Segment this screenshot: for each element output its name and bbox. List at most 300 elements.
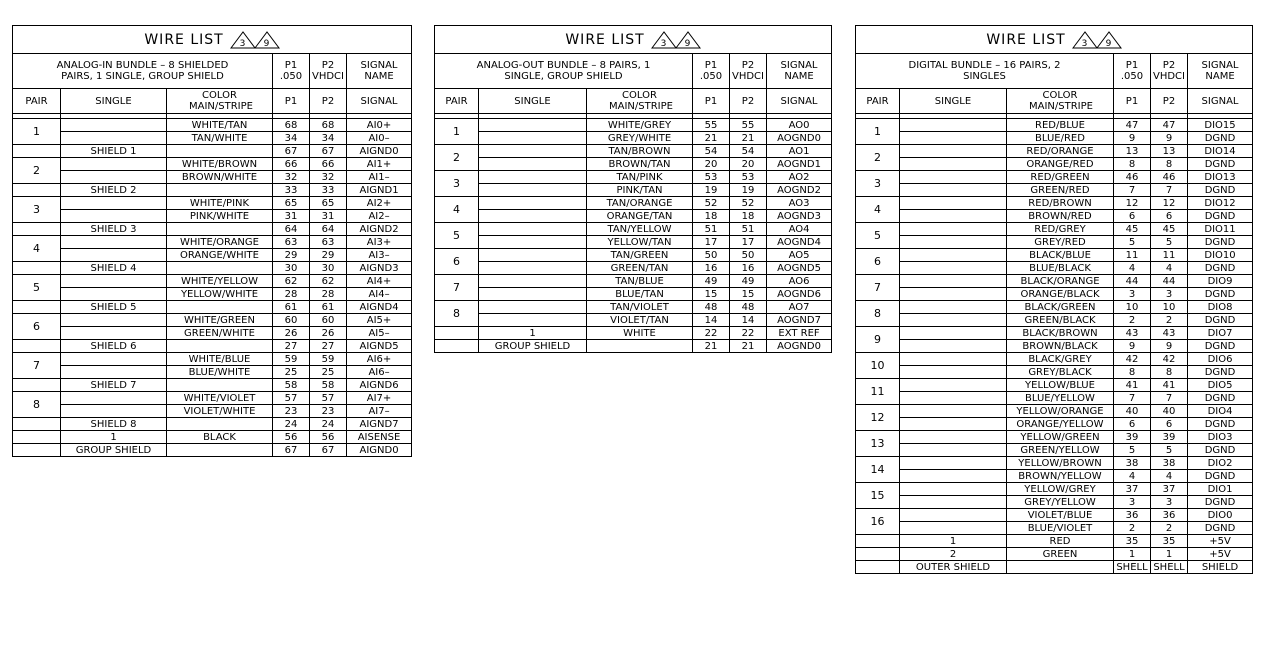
cell-signal: AOGND5 xyxy=(767,262,832,275)
cell-color: TAN/PINK xyxy=(587,171,693,184)
cell-color: RED xyxy=(1007,535,1114,548)
wire-row xyxy=(856,561,1253,574)
wire-row xyxy=(856,340,1253,353)
cell-p1: 18 xyxy=(693,210,730,223)
wire-row xyxy=(435,184,832,197)
cell-p1: SHELL xyxy=(1114,561,1151,574)
wire-list-analog-in xyxy=(12,25,412,457)
cell-color: BLUE/WHITE xyxy=(167,366,273,379)
wire-list-analog-out xyxy=(434,25,832,353)
cell-p2: 4 xyxy=(1151,470,1188,483)
wire-row xyxy=(856,379,1253,392)
cell-signal: DGND xyxy=(1188,444,1253,457)
wire-row xyxy=(856,548,1253,561)
cell-single xyxy=(61,405,167,418)
cell-p2: 38 xyxy=(1151,457,1188,470)
cell-p1: 45 xyxy=(1114,223,1151,236)
cell-color: TAN/BLUE xyxy=(587,275,693,288)
cell-single xyxy=(61,392,167,405)
cell-signal: DGND xyxy=(1188,210,1253,223)
cell-p1: 63 xyxy=(273,236,310,249)
cell-p2: 12 xyxy=(1151,197,1188,210)
pair-number: 8 xyxy=(856,301,900,327)
pair-number xyxy=(13,379,61,392)
cell-signal: DGND xyxy=(1188,470,1253,483)
cell-p2: 45 xyxy=(1151,223,1188,236)
cell-single xyxy=(900,327,1007,340)
signal-name-header: SIGNAL NAME xyxy=(767,54,832,89)
cell-signal: AO7 xyxy=(767,301,832,314)
cell-p1: 8 xyxy=(1114,366,1151,379)
pair-number: 4 xyxy=(13,236,61,262)
cell-signal: DIO7 xyxy=(1188,327,1253,340)
cell-signal: DIO14 xyxy=(1188,145,1253,158)
cell-color xyxy=(167,340,273,353)
cell-signal: AO5 xyxy=(767,249,832,262)
col-p1: P1 xyxy=(1114,89,1151,114)
wire-row xyxy=(435,210,832,223)
cell-single xyxy=(479,275,587,288)
wire-list-title: WIRE LIST xyxy=(565,31,645,48)
cell-p1: 41 xyxy=(1114,379,1151,392)
cell-signal: DIO0 xyxy=(1188,509,1253,522)
cell-color: WHITE/GREEN xyxy=(167,314,273,327)
cell-p2: 35 xyxy=(1151,535,1188,548)
cell-p2: 4 xyxy=(1151,262,1188,275)
p1-connector-header: P1 .050 xyxy=(273,54,310,89)
cell-single xyxy=(479,145,587,158)
cell-signal: DGND xyxy=(1188,496,1253,509)
revision-triangles-icon xyxy=(230,31,280,49)
cell-color: BLUE/BLACK xyxy=(1007,262,1114,275)
cell-p2: 67 xyxy=(310,444,347,457)
cell-p1: 29 xyxy=(273,249,310,262)
wire-row xyxy=(856,132,1253,145)
cell-single xyxy=(900,223,1007,236)
cell-single xyxy=(61,236,167,249)
wire-row xyxy=(435,288,832,301)
pair-number xyxy=(435,340,479,353)
cell-p1: 30 xyxy=(273,262,310,275)
cell-single xyxy=(61,275,167,288)
pair-number xyxy=(856,561,900,574)
cell-p1: 12 xyxy=(1114,197,1151,210)
wire-row xyxy=(435,119,832,132)
cell-signal: AIGND0 xyxy=(347,444,412,457)
revision-triangles-icon xyxy=(651,31,701,49)
cell-p2: 7 xyxy=(1151,184,1188,197)
cell-signal: AOGND4 xyxy=(767,236,832,249)
cell-p1: 39 xyxy=(1114,431,1151,444)
cell-signal: SHIELD xyxy=(1188,561,1253,574)
cell-p2: 25 xyxy=(310,366,347,379)
cell-p1: 67 xyxy=(273,444,310,457)
rev-label-2: 9 xyxy=(263,38,271,49)
cell-signal: DIO2 xyxy=(1188,457,1253,470)
cell-signal: DGND xyxy=(1188,262,1253,275)
cell-signal: AI7+ xyxy=(347,392,412,405)
cell-p2: 50 xyxy=(730,249,767,262)
p2-connector-header: P2 VHDCI xyxy=(310,54,347,89)
cell-color: YELLOW/BROWN xyxy=(1007,457,1114,470)
wire-row xyxy=(856,301,1253,314)
wire-row xyxy=(13,184,412,197)
wire-list-title: WIRE LIST xyxy=(144,31,224,48)
cell-single xyxy=(900,119,1007,132)
wire-row xyxy=(856,457,1253,470)
cell-p2: 41 xyxy=(1151,379,1188,392)
cell-single xyxy=(61,366,167,379)
cell-p2: 32 xyxy=(310,171,347,184)
cell-color: TAN/YELLOW xyxy=(587,223,693,236)
cell-p1: 13 xyxy=(1114,145,1151,158)
cell-p2: 49 xyxy=(730,275,767,288)
cell-p2: 8 xyxy=(1151,366,1188,379)
cell-p1: 22 xyxy=(693,327,730,340)
cell-color: BLACK/ORANGE xyxy=(1007,275,1114,288)
cell-single xyxy=(900,236,1007,249)
cell-single xyxy=(900,353,1007,366)
cell-color: GREY/BLACK xyxy=(1007,366,1114,379)
cell-color xyxy=(167,262,273,275)
cell-single xyxy=(900,366,1007,379)
cell-p2: 6 xyxy=(1151,210,1188,223)
cell-p2: 54 xyxy=(730,145,767,158)
cell-color: TAN/BROWN xyxy=(587,145,693,158)
pair-number: 3 xyxy=(435,171,479,197)
cell-signal: DIO13 xyxy=(1188,171,1253,184)
cell-single xyxy=(479,262,587,275)
cell-color: GREEN/YELLOW xyxy=(1007,444,1114,457)
cell-single xyxy=(900,470,1007,483)
cell-color: RED/BLUE xyxy=(1007,119,1114,132)
cell-p1: 40 xyxy=(1114,405,1151,418)
cell-signal: DGND xyxy=(1188,236,1253,249)
cell-single xyxy=(900,158,1007,171)
cell-color: WHITE xyxy=(587,327,693,340)
cell-single xyxy=(479,288,587,301)
wire-row xyxy=(856,535,1253,548)
cell-p1: 67 xyxy=(273,145,310,158)
cell-p1: 57 xyxy=(273,392,310,405)
col-p1: P1 xyxy=(273,89,310,114)
pair-number: 1 xyxy=(13,119,61,145)
cell-signal: AI3+ xyxy=(347,236,412,249)
cell-p2: 68 xyxy=(310,119,347,132)
signal-name-header: SIGNAL NAME xyxy=(1188,54,1253,89)
pair-number: 8 xyxy=(435,301,479,327)
cell-signal: +5V xyxy=(1188,535,1253,548)
cell-color: WHITE/GREY xyxy=(587,119,693,132)
cell-p1: 11 xyxy=(1114,249,1151,262)
wire-row xyxy=(856,522,1253,535)
cell-p2: 21 xyxy=(730,340,767,353)
wire-row xyxy=(13,236,412,249)
cell-single: 1 xyxy=(479,327,587,340)
cell-color: RED/BROWN xyxy=(1007,197,1114,210)
cell-p2: 65 xyxy=(310,197,347,210)
cell-single xyxy=(61,353,167,366)
cell-single: 1 xyxy=(900,535,1007,548)
cell-color xyxy=(167,379,273,392)
cell-p2: 53 xyxy=(730,171,767,184)
col-signal: SIGNAL xyxy=(347,89,412,114)
cell-p1: 5 xyxy=(1114,236,1151,249)
pair-number: 2 xyxy=(435,145,479,171)
cell-p1: 14 xyxy=(693,314,730,327)
p2-connector-header: P2 VHDCI xyxy=(730,54,767,89)
wire-row xyxy=(856,509,1253,522)
wire-row xyxy=(13,158,412,171)
cell-signal: DIO6 xyxy=(1188,353,1253,366)
cell-p2: 30 xyxy=(310,262,347,275)
cell-p1: 59 xyxy=(273,353,310,366)
cell-color: GREY/RED xyxy=(1007,236,1114,249)
col-single: SINGLE xyxy=(61,89,167,114)
cell-p1: 65 xyxy=(273,197,310,210)
cell-p1: 66 xyxy=(273,158,310,171)
cell-p1: 7 xyxy=(1114,184,1151,197)
cell-signal: AI3– xyxy=(347,249,412,262)
pair-number: 12 xyxy=(856,405,900,431)
p1-connector-header: P1 .050 xyxy=(1114,54,1151,89)
cell-p2: 28 xyxy=(310,288,347,301)
cell-p2: 5 xyxy=(1151,444,1188,457)
cell-p2: 59 xyxy=(310,353,347,366)
pair-number: 1 xyxy=(435,119,479,145)
cell-p1: 28 xyxy=(273,288,310,301)
cell-single xyxy=(61,327,167,340)
wire-row xyxy=(435,132,832,145)
cell-p1: 53 xyxy=(693,171,730,184)
cell-color: TAN/WHITE xyxy=(167,132,273,145)
wire-row xyxy=(856,197,1253,210)
cell-single xyxy=(900,288,1007,301)
wire-row xyxy=(435,197,832,210)
wire-row xyxy=(856,418,1253,431)
wire-list-title-cell xyxy=(435,26,832,54)
cell-color xyxy=(167,223,273,236)
pair-number: 3 xyxy=(13,197,61,223)
cell-p1: 6 xyxy=(1114,210,1151,223)
cell-single xyxy=(479,314,587,327)
cell-signal: DIO3 xyxy=(1188,431,1253,444)
cell-single xyxy=(479,197,587,210)
cell-color: BLACK/GREEN xyxy=(1007,301,1114,314)
col-color: COLOR MAIN/STRIPE xyxy=(587,89,693,114)
cell-p1: 50 xyxy=(693,249,730,262)
cell-signal: AI5– xyxy=(347,327,412,340)
cell-signal: AO1 xyxy=(767,145,832,158)
cell-p1: 17 xyxy=(693,236,730,249)
cell-p2: 29 xyxy=(310,249,347,262)
rev-label-2: 9 xyxy=(684,38,692,49)
cell-signal: DGND xyxy=(1188,314,1253,327)
cell-color: BROWN/TAN xyxy=(587,158,693,171)
cell-p2: 51 xyxy=(730,223,767,236)
cell-single xyxy=(61,210,167,223)
wire-row xyxy=(13,223,412,236)
cell-single xyxy=(479,158,587,171)
wire-row xyxy=(435,171,832,184)
cell-p2: 22 xyxy=(730,327,767,340)
cell-p1: 24 xyxy=(273,418,310,431)
wire-row xyxy=(856,249,1253,262)
cell-color: WHITE/PINK xyxy=(167,197,273,210)
cell-color xyxy=(167,444,273,457)
wire-list-title-cell xyxy=(856,26,1253,54)
cell-p2: 14 xyxy=(730,314,767,327)
wire-row xyxy=(856,223,1253,236)
pair-number: 4 xyxy=(435,197,479,223)
cell-single xyxy=(900,262,1007,275)
pair-number: 5 xyxy=(13,275,61,301)
cell-p1: 47 xyxy=(1114,119,1151,132)
cell-single xyxy=(900,444,1007,457)
cell-p2: 37 xyxy=(1151,483,1188,496)
cell-color: PINK/TAN xyxy=(587,184,693,197)
cell-signal: AO0 xyxy=(767,119,832,132)
cell-p2: 56 xyxy=(310,431,347,444)
cell-color: WHITE/BLUE xyxy=(167,353,273,366)
cell-signal: DIO12 xyxy=(1188,197,1253,210)
cell-signal: AOGND1 xyxy=(767,158,832,171)
cell-single xyxy=(900,483,1007,496)
pair-number xyxy=(13,223,61,236)
cell-color: GREEN/RED xyxy=(1007,184,1114,197)
wire-row xyxy=(856,366,1253,379)
cell-color: BROWN/WHITE xyxy=(167,171,273,184)
cell-color: VIOLET/TAN xyxy=(587,314,693,327)
cell-single xyxy=(900,275,1007,288)
cell-signal: AO3 xyxy=(767,197,832,210)
cell-color: RED/ORANGE xyxy=(1007,145,1114,158)
cell-p1: 61 xyxy=(273,301,310,314)
cell-p1: 44 xyxy=(1114,275,1151,288)
cell-signal: AI6– xyxy=(347,366,412,379)
cell-p1: 9 xyxy=(1114,132,1151,145)
cell-signal: AOGND0 xyxy=(767,340,832,353)
cell-signal: DIO11 xyxy=(1188,223,1253,236)
cell-p1: 5 xyxy=(1114,444,1151,457)
cell-p2: 62 xyxy=(310,275,347,288)
cell-signal: AIGND6 xyxy=(347,379,412,392)
wire-row xyxy=(435,301,832,314)
cell-signal: AIGND1 xyxy=(347,184,412,197)
wire-row xyxy=(435,314,832,327)
cell-single: 1 xyxy=(61,431,167,444)
cell-single xyxy=(479,119,587,132)
cell-single xyxy=(61,314,167,327)
cell-color: RED/GREEN xyxy=(1007,171,1114,184)
cell-single xyxy=(61,171,167,184)
cell-signal: DGND xyxy=(1188,132,1253,145)
cell-p1: 19 xyxy=(693,184,730,197)
cell-p1: 9 xyxy=(1114,340,1151,353)
cell-signal: AI2– xyxy=(347,210,412,223)
pair-number: 7 xyxy=(13,353,61,379)
col-signal: SIGNAL xyxy=(1188,89,1253,114)
wire-row xyxy=(13,301,412,314)
cell-p2: 20 xyxy=(730,158,767,171)
col-p2: P2 xyxy=(730,89,767,114)
pair-number xyxy=(13,301,61,314)
cell-single xyxy=(900,171,1007,184)
cell-p2: 31 xyxy=(310,210,347,223)
wire-row xyxy=(856,496,1253,509)
cell-color: BROWN/RED xyxy=(1007,210,1114,223)
wire-row xyxy=(13,327,412,340)
cell-signal: AI7– xyxy=(347,405,412,418)
cell-p1: 54 xyxy=(693,145,730,158)
pair-number: 2 xyxy=(13,158,61,184)
cell-signal: DIO1 xyxy=(1188,483,1253,496)
cell-p1: 2 xyxy=(1114,522,1151,535)
cell-single xyxy=(900,522,1007,535)
cell-single xyxy=(61,197,167,210)
cell-single xyxy=(479,249,587,262)
cell-p2: 15 xyxy=(730,288,767,301)
pair-number xyxy=(13,444,61,457)
pair-number xyxy=(13,418,61,431)
cell-signal: AOGND2 xyxy=(767,184,832,197)
cell-single xyxy=(900,210,1007,223)
cell-p1: 60 xyxy=(273,314,310,327)
wire-row xyxy=(856,119,1253,132)
wire-list-title-cell xyxy=(13,26,412,54)
cell-p1: 55 xyxy=(693,119,730,132)
cell-p1: 68 xyxy=(273,119,310,132)
cell-p1: 21 xyxy=(693,340,730,353)
cell-single: SHIELD 4 xyxy=(61,262,167,275)
cell-single xyxy=(479,132,587,145)
cell-p1: 21 xyxy=(693,132,730,145)
cell-single xyxy=(900,431,1007,444)
pair-number xyxy=(856,535,900,548)
cell-single: SHIELD 6 xyxy=(61,340,167,353)
wire-row xyxy=(435,327,832,340)
wire-row xyxy=(13,210,412,223)
cell-color: BLACK xyxy=(167,431,273,444)
cell-p2: 26 xyxy=(310,327,347,340)
cell-p2: 23 xyxy=(310,405,347,418)
cell-p2: 63 xyxy=(310,236,347,249)
cell-color: TAN/GREEN xyxy=(587,249,693,262)
col-single: SINGLE xyxy=(900,89,1007,114)
cell-color: TAN/ORANGE xyxy=(587,197,693,210)
cell-color: YELLOW/ORANGE xyxy=(1007,405,1114,418)
cell-color: WHITE/VIOLET xyxy=(167,392,273,405)
cell-p2: 17 xyxy=(730,236,767,249)
wire-list-digital xyxy=(855,25,1253,574)
pair-number: 13 xyxy=(856,431,900,457)
cell-signal: DGND xyxy=(1188,288,1253,301)
cell-single xyxy=(900,379,1007,392)
revision-triangles-icon xyxy=(1072,31,1122,49)
cell-signal: DGND xyxy=(1188,522,1253,535)
cell-p2: 46 xyxy=(1151,171,1188,184)
cell-p2: 36 xyxy=(1151,509,1188,522)
p2-connector-header: P2 VHDCI xyxy=(1151,54,1188,89)
cell-color: BLACK/GREY xyxy=(1007,353,1114,366)
cell-p1: 27 xyxy=(273,340,310,353)
pair-number xyxy=(435,327,479,340)
cell-signal: AO2 xyxy=(767,171,832,184)
wire-row xyxy=(856,275,1253,288)
wire-row xyxy=(856,444,1253,457)
pair-number: 14 xyxy=(856,457,900,483)
cell-p1: 36 xyxy=(1114,509,1151,522)
